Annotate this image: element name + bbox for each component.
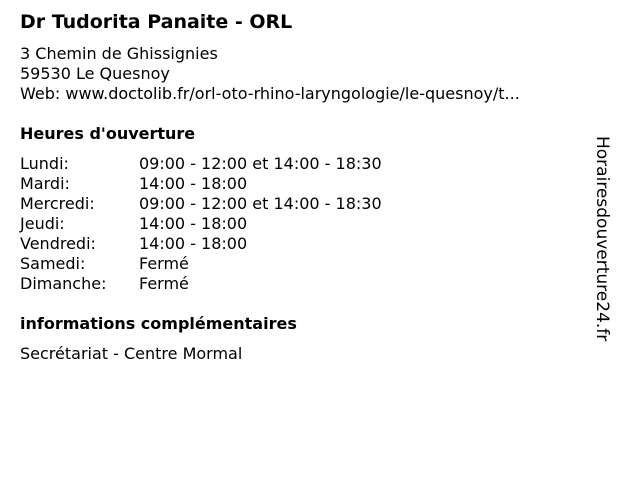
website-link[interactable]: Web: www.doctolib.fr/orl-oto-rhino-laryngologie/le-quesnoy/t... — [20, 84, 520, 103]
hours-day: Vendredi: — [20, 234, 96, 253]
site-watermark: Horairesdouverture24.fr — [592, 136, 612, 342]
hours-time: 14:00 - 18:00 — [139, 234, 248, 253]
hours-day: Lundi: — [20, 154, 69, 173]
page-title: Dr Tudorita Panaite - ORL — [20, 11, 293, 33]
hours-time: 14:00 - 18:00 — [139, 174, 248, 193]
hours-day: Samedi: — [20, 254, 86, 273]
hours-day: Mardi: — [20, 174, 70, 193]
hours-time: 09:00 - 12:00 et 14:00 - 18:30 — [139, 154, 382, 173]
hours-time: 09:00 - 12:00 et 14:00 - 18:30 — [139, 194, 382, 213]
address-street: 3 Chemin de Ghissignies — [20, 44, 218, 63]
hours-heading: Heures d'ouverture — [20, 124, 196, 143]
address-city: 59530 Le Quesnoy — [20, 64, 170, 83]
info-heading: informations complémentaires — [20, 314, 297, 333]
hours-day: Mercredi: — [20, 194, 95, 213]
hours-time: 14:00 - 18:00 — [139, 214, 248, 233]
hours-time: Fermé — [139, 254, 189, 273]
hours-day: Jeudi: — [20, 214, 65, 233]
info-text: Secrétariat - Centre Mormal — [20, 344, 243, 363]
address-block — [20, 44, 520, 104]
hours-day: Dimanche: — [20, 274, 107, 293]
hours-time: Fermé — [139, 274, 189, 293]
